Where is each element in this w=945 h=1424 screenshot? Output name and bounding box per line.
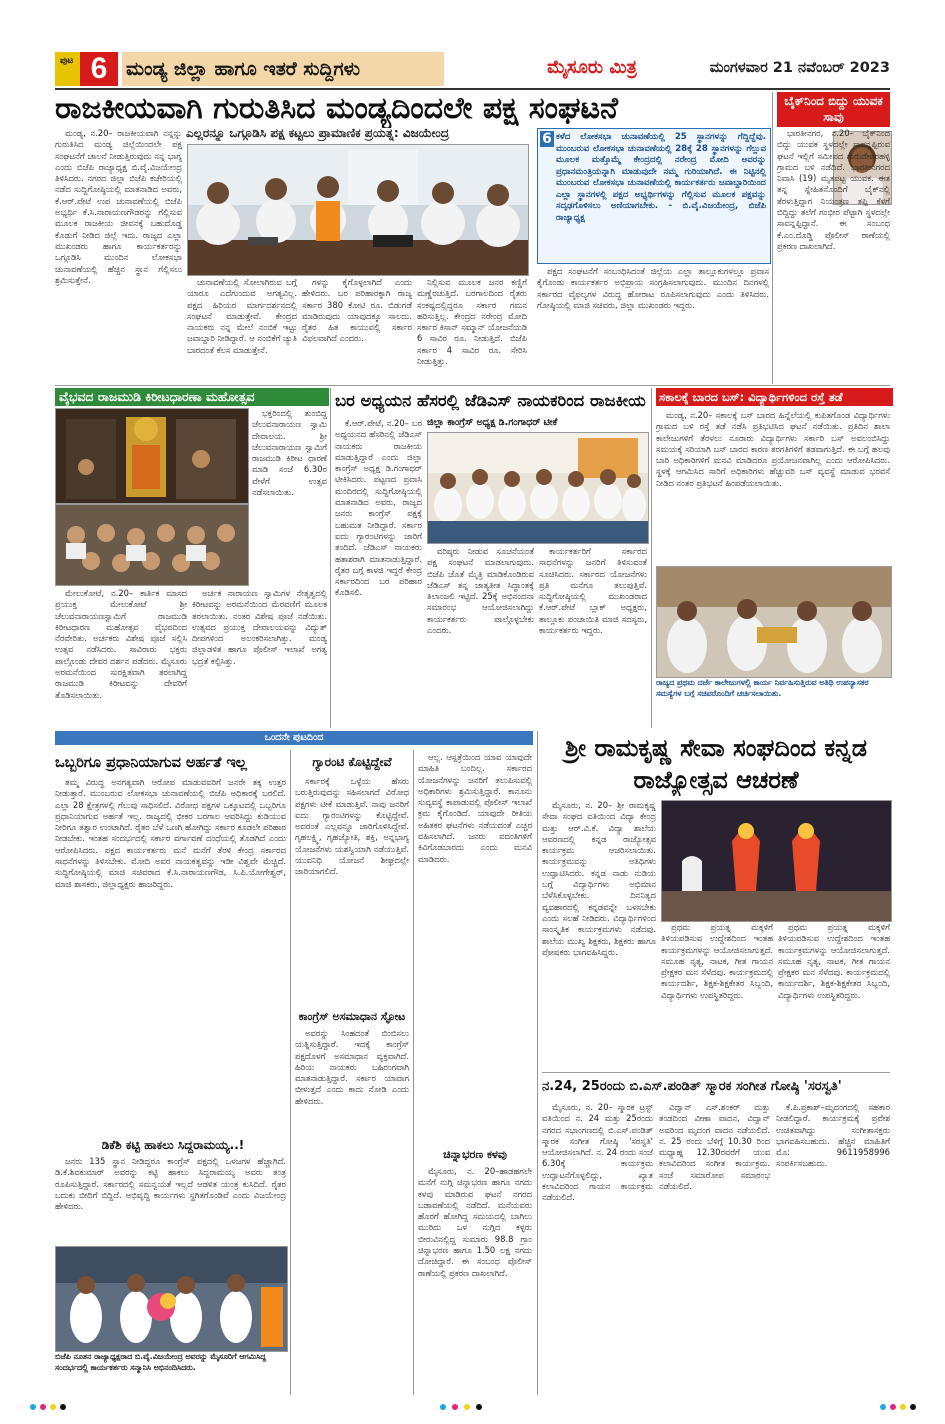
sarasvati-headline: ನ.24, 25ರಂದು ಬಿ.ಎಸ್.ಪಂಡಿತ್ ಸ್ಮಾರಕ ಸಂಗೀತ ಗೋಷ್ಠಿ 'ಸರಸ್ವತಿ' [542, 1079, 842, 1094]
bara-col2: ವರಿಷ್ಠರು ನೀಡುವ ಸೂಚನೆಯಂತೆ ಪಕ್ಷ ಸಂಘಟನೆ ಮಾಡಲಾಗುವುದು. ಬಿಜೆಪಿ ಜೊತೆ ಮೈತ್ರಿ ಮಾಡಿಕೊಂಡಿರುವ ಜೆಡಿಎಸ್ ತನ್ನ ಜಾತ್ಯತೀತ ಸಿದ್ಧಾಂತಕ್ಕೆ ತಿಲಾಂಜಲಿ ಇಟ್ಟಿದೆ. 25ಕ್ಕೆ ಅಭಿನಂದನಾ ಸಮಾರಂಭ ಆಯೋಜಿಸಲಾಗಿದ್ದು ಕಾರ್ಯಕರ್ತರು ಪಾಲ್ಗೊಳ್ಳಬೇಕು ಎಂದರು. [427, 546, 534, 636]
ramakrishna-text: ಮೈಸೂರು, ನ. 20– ಶ್ರೀ ರಾಮಕೃಷ್ಣ ಸೇವಾ ಸಂಘದ ವತಿಯಿಂದ ವಿದ್ಯಾ ಕೇಂದ್ರ ಮತ್ತು ಆರ್.ವಿ.ಕೆ. ವಿದ್ಯಾ ಶಾಲೆಯ ಆವರಣದಲ್ಲಿ ಕನ್ನಡ ರಾಜ್ಯೋತ್ಸವ ಕಾರ್ಯಕ್ರಮ ಆಚರಿಸಲಾಯಿತು. ಕಾರ್ಯಕ್ರಮವನ್ನು ಅತಿಥಿಗಳು ಉದ್ಘಾಟಿಸಿದರು. ಕನ್ನಡ ನಾಡು ನುಡಿಯ ಬಗ್ಗೆ ವಿದ್ಯಾರ್ಥಿಗಳು ಅಭಿಮಾನ ಬೆಳೆಸಿಕೊಳ್ಳಬೇಕು. ದಿನನಿತ್ಯದ ವ್ಯವಹಾರದಲ್ಲಿ ಕನ್ನಡವನ್ನೇ ಬಳಸಬೇಕು ಎಂದು ಸಲಹೆ ನೀಡಿದರು. ವಿದ್ಯಾರ್ಥಿಗಳಿಂದ ಸಾಂಸ್ಕೃತಿಕ ಕಾರ್ಯಕ್ರಮಗಳು ನಡೆದವು. ಶಾಲೆಯ ಮುಖ್ಯ ಶಿಕ್ಷಕರು, ಶಿಕ್ಷಕರು ಹಾಗೂ ಪೋಷಕರು ಭಾಗವಹಿಸಿದ್ದರು. [542, 800, 656, 957]
rajamudi-text-1: ಮೇಲುಕೋಟೆ, ನ.20– ಕಾರ್ತಿಕ ಮಾಸದ ಪ್ರಯುಕ್ತ ಮೇಲುಕೋಟೆ ಶ್ರೀ ಚೆಲುವನಾರಾಯಣಸ್ವಾಮಿಗೆ ರಾಜಮುಡಿ ಕಿರೀಟಧಾರಣ ಮಹೋತ್ಸವ ವೈಭವದಿಂದ ನೆರವೇರಿತು. ಅರ್ಚಕರು ವಿಶೇಷ ಪೂಜೆ ಸಲ್ಲಿಸಿ ಉತ್ಸವ ನಡೆಸಿದರು. ಸಾವಿರಾರು ಭಕ್ತರು ಪಾಲ್ಗೊಂಡು ದೇವರ ದರ್ಶನ ಪಡೆದರು. ಮೈಸೂರು ಅರಮನೆಯಿಂದ ಸುರಕ್ಷಿತವಾಗಿ ತರಲಾಗಿದ್ದ ರಾಜಮುಡಿ ಕಿರೀಟವನ್ನು ದೇವರಿಗೆ ತೊಡಿಸಲಾಯಿತು. [55, 588, 187, 700]
ramakrishna-text-r1: ಪ್ರಥಮ ಪ್ರಯತ್ನ ಮಕ್ಕಳಿಗೆ ತಿಳಿಯಪಡಿಸುವ ಉದ್ದೇಶದಿಂದ ಇಂತಹ ಕಾರ್ಯಕ್ರಮಗಳನ್ನು ಆಯೋಜಿಸಲಾಗುತ್ತದೆ. ಸಮೂಹ ನೃತ್ಯ, ನಾಟಕ, ಗೀತ ಗಾಯನ ಪ್ರೇಕ್ಷಕರ ಮನ ಸೆಳೆದವು. ಕಾರ್ಯಕ್ರಮದಲ್ಲಿ ಕಾರ್ಯದರ್ಶಿ, ಶಿಕ್ಷಕ-ಶಿಕ್ಷಕೇತರ ಸಿಬ್ಬಂದಿ, ವಿದ್ಯಾರ್ಥಿಗಳು ಉಪಸ್ಥಿತರಿದ್ದರು. [661, 922, 773, 1000]
print-dot-cyan-2 [440, 1404, 446, 1410]
rajamudi-text-2: ಅರ್ಚಕ ನಾರಾಯಣ ಸ್ವಾಮಿಗಳ ನೇತೃತ್ವದಲ್ಲಿ ಕಿರೀಟವನ್ನು ಅರಮನೆಯಿಂದ ಮೆರವಣಿಗೆ ಮೂಲಕ ತರಲಾಯಿತು. ನಂತರ ವಿಶೇಷ ಪೂಜೆ ನಡೆಯಿತು. ಉತ್ಸವದ ಪ್ರಯುಕ್ತ ದೇವಾಲಯವನ್ನು ವಿದ್ಯುತ್ ದೀಪಗಳಿಂದ ಅಲಂಕರಿಸಲಾಗಿತ್ತು. ಮಂಡ್ಯ ಜಿಲ್ಲಾಡಳಿತ ಹಾಗೂ ಪೊಲೀಸ್ ಇಲಾಖೆ ಅಗತ್ಯ ಭದ್ರತೆ ಕಲ್ಪಿಸಿತ್ತು. [192, 588, 327, 666]
rajamudi-side-text: ಭಕ್ತರಿಂದಲ್ಲಿ ತುಂಬಿದ್ದ ಚೆಲುವನಾರಾಯಣ ಸ್ವಾಮಿ ದೇವಾಲಯ. ಶ್ರೀ ಚೆಲುವನಾರಾಯಣ ಸ್ವಾಮಿಗೆ ರಾಜಮುಡಿ ಕಿರೀಟ ಧಾರಣೆ ಮಾಡಿ ಸಂಜೆ 6.30ರ ವೇಳೆಗೆ ಉತ್ಸವ ನಡೆಸಲಾಯಿತು. [252, 408, 327, 498]
ramakrishna-photo [661, 800, 892, 922]
col3-text: ಆಲ್ಲ. ಆಸ್ಪತ್ರೆಯಿಂದ ಯಾವ ಯಾವುದೇ ಮಾಹಿತಿ ಬಂದಿಲ್ಲ. ಸರ್ಕಾರದ ಯೋಜನೆಗಳನ್ನು ಜನರಿಗೆ ತಲುಪಿಸುವಲ್ಲಿ ಅಧಿಕಾರಿಗಳು ಶ್ರಮಿಸುತ್ತಿದ್ದಾರೆ. ಕಾನೂನು ಸುವ್ಯವಸ್ಥೆ ಕಾಪಾಡುವಲ್ಲಿ ಪೊಲೀಸ್ ಇಲಾಖೆ ಕ್ರಮ ಕೈಗೊಂಡಿದೆ. ಯಾವುದೇ ರೀತಿಯ ಅಹಿತಕರ ಘಟನೆಗಳು ನಡೆಯದಂತೆ ಎಚ್ಚರ ವಹಿಸಲಾಗಿದೆ. ಜನರು ವದಂತಿಗಳಿಗೆ ಕಿವಿಗೊಡಬಾರದು ಎಂದು ಮನವಿ ಮಾಡಿದರು. [418, 752, 532, 864]
print-dot-yellow-2 [464, 1404, 470, 1410]
rajamudi-headline: ವೈಭವದ ರಾಜಮುಡಿ ಕಿರೀಟಧಾರಣಾ ಮಹೋತ್ಸವ [55, 388, 329, 406]
sarasvati-text-3: ಕೆ.ಪಿ.ಪ್ರಕಾಶ್–ಮೃದಂಗದಲ್ಲಿ ಸಹಕಾರ ನೀಡಲಿದ್ದಾರೆ. ಕಾರ್ಯಕ್ರಮಕ್ಕೆ ಪ್ರವೇಶ ಉಚಿತವಾಗಿದ್ದು ಸಂಗೀತಾಸಕ್ತರು ಭಾಗವಹಿಸಬಹುದು. ಹೆಚ್ಚಿನ ಮಾಹಿತಿಗೆ ಮೊ: 9611958996 ಸಂಪರ್ಕಿಸಬಹುದು. [776, 1102, 890, 1169]
rajamudi-photo-2 [55, 504, 249, 586]
header-date: ಮಂಗಳವಾರ 21 ನವೆಂಬರ್ 2023 [709, 60, 890, 76]
bara-col1: ಕೆ.ಆರ್.ಪೇಟೆ, ನ.20– ಬರ ಅಧ್ಯಯನದ ಹೆಸರಿನಲ್ಲಿ ಜೆಡಿಎಸ್ ನಾಯಕರು ರಾಜಕೀಯ ಮಾಡುತ್ತಿದ್ದಾರೆ ಎಂದು ಜಿಲ್ಲಾ ಕಾಂಗ್ರೆಸ್ ಅಧ್ಯಕ್ಷ ಡಿ.ಗಂಗಾಧರ್ ಟೀಕಿಸಿದರು. ಪಟ್ಟಣದ ಪ್ರವಾಸಿ ಮಂದಿರದಲ್ಲಿ ಸುದ್ದಿಗೋಷ್ಠಿಯಲ್ಲಿ ಮಾತನಾಡಿದ ಅವರು, ರಾಜ್ಯದ ಜನರು ಕಾಂಗ್ರೆಸ್ ಪಕ್ಷಕ್ಕೆ ಬಹುಮತ ನೀಡಿದ್ದಾರೆ. ಸರ್ಕಾರ ಐದು ಗ್ಯಾರಂಟಿಗಳನ್ನು ಜಾರಿಗೆ ತಂದಿದೆ. ಜೆಡಿಎಸ್ ನಾಯಕರು ಹತಾಶರಾಗಿ ಮಾತನಾಡುತ್ತಿದ್ದಾರೆ. ರೈತರ ಬಗ್ಗೆ ಕಾಳಜಿ ಇದ್ದರೆ ಕೇಂದ್ರ ಸರ್ಕಾರದಿಂದ ಬರ ಪರಿಹಾರ ಕೊಡಿಸಲಿ. [335, 418, 422, 598]
col3-text-2: ಮೈಸೂರು, ನ. 20–ಹಾಡಹಗಲೇ ಮನೆಗೆ ನುಗ್ಗಿ ಚಿನ್ನಾಭರಣ ಹಾಗೂ ನಗದು ಕಳವು ಮಾಡಿರುವ ಘಟನೆ ನಗರದ ಬಡಾವಣೆಯಲ್ಲಿ ನಡೆದಿದೆ. ಮನೆಯವರು ಹೊರಗೆ ಹೋಗಿದ್ದ ಸಮಯದಲ್ಲಿ ಬಾಗಿಲು ಮುರಿದು ಒಳ ನುಗ್ಗಿದ ಕಳ್ಳರು ಬೀರುವಿನಲ್ಲಿದ್ದ ಸುಮಾರು 98.8 ಗ್ರಾಂ ಚಿನ್ನಾಭರಣ ಹಾಗೂ 1.50 ಲಕ್ಷ ನಗದು ದೋಚಿದ್ದಾರೆ. ಈ ಸಂಬಂಧ ಪೊಲೀಸ್ ಠಾಣೆಯಲ್ಲಿ ಪ್ರಕರಣ ದಾಖಲಾಗಿದೆ. [418, 1166, 532, 1278]
ramakrishna-headline: ಶ್ರೀ ರಾಮಕೃಷ್ಣ ಸೇವಾ ಸಂಘದಿಂದ ಕನ್ನಡ ರಾಜ್ಯೋತ್ಸವ ಆಚರಣೆ [564, 734, 868, 794]
print-dot-yellow-3 [900, 1404, 906, 1410]
page-number: 6 [80, 52, 118, 86]
lead-col4: ನಿಲ್ಲಿಸುವ ಮೂಲಕ ಜನರ ಕಣ್ಣಿಗೆ ಮಣ್ಣೆರಚುತ್ತಿದೆ. ಬರಗಾಲದಿಂದ ರೈತರು ಸಂಕಷ್ಟದಲ್ಲಿದ್ದರೂ ಸರ್ಕಾರ ಗಮನ ಹರಿಸುತ್ತಿಲ್ಲ. ಕೇಂದ್ರದ ನರೇಂದ್ರ ಮೋದಿ ಸರ್ಕಾರ ಕಿಸಾನ್ ಸಮ್ಮಾನ್ ಯೋಜನೆಯಡಿ 6 ಸಾವಿರ ರೂ. ನೀಡುತ್ತಿದೆ. ಬಿಜೆಪಿ ಸರ್ಕಾರ 4 ಸಾವಿರ ರೂ. ಸೇರಿಸಿ ನೀಡುತ್ತಿತ್ತು. [417, 277, 527, 367]
rajamudi-photo-1 [55, 408, 249, 504]
col3-subhead: ಚಿನ್ನಾಭರಣ ಕಳವು [443, 1148, 507, 1161]
print-dot-black [60, 1404, 66, 1410]
bus-photo [656, 566, 892, 678]
print-dot-magenta [40, 1404, 46, 1410]
bike-text: ಭಾರತೀನಗರ, ನ.20– ಬೈಕ್‌ನಿಂದ ಬಿದ್ದು ಯುವಕ ಸ್ಥಳದಲ್ಲೇ ಸಾವನ್ನಪ್ಪಿರುವ ಘಟನೆ ಇಲ್ಲಿಗೆ ಸಮೀಪದ ಗುರುದೇವರಹಳ್ಳಿ ಗ್ರಾಮದ ಬಳಿ ನಡೆದಿದೆ. ಭಾರತೀನಗರದ ನಿವಾಸಿ (19) ಮೃತಪಟ್ಟ ಯುವಕ. ಈತ ತನ್ನ ಸ್ನೇಹಿತನೊಂದಿಗೆ ಬೈಕ್‌ನಲ್ಲಿ ತೆರಳುತ್ತಿದ್ದಾಗ ನಿಯಂತ್ರಣ ತಪ್ಪಿ ಕೆಳಗೆ ಬಿದ್ದಿದ್ದು ತಲೆಗೆ ಗಂಭೀರ ಪೆಟ್ಟಾಗಿ ಸ್ಥಳದಲ್ಲೇ ಸಾವನ್ನಪ್ಪಿದ್ದಾನೆ. ಈ ಸಂಬಂಧ ಕೆ.ಎಂ.ದೊಡ್ಡಿ ಪೊಲೀಸ್ ಠಾಣೆಯಲ್ಲಿ ಪ್ರಕರಣ ದಾಖಲಾಗಿದೆ. [777, 128, 890, 251]
sarasvati-text-2: ವಿದ್ವಾನ್ ಎಸ್.ಶಂಕರ್ ಮತ್ತು ತಂಡದಿಂದ ವೀಣಾ ವಾದನ, ವಿದ್ವಾನ್ ಅವರಿಂದ ಮೃದಂಗ ವಾದನ ನಡೆಯಲಿದೆ. ನ. 25 ರಂದು ಬೆಳಿಗ್ಗೆ 10.30 ರಿಂದ ಮಧ್ಯಾಹ್ನ 12.30ರವರೆಗೆ ಯುವ ಕಲಾವಿದರಿಂದ ಸಂಗೀತ ಕಾರ್ಯಕ್ರಮ. ಸಂಜೆ ಸಮಾರೋಪ ಸಮಾರಂಭ ನಡೆಯಲಿದೆ. [659, 1102, 770, 1192]
print-dot-yellow [50, 1404, 56, 1410]
lead-photo [187, 144, 529, 276]
bus-text: ಮಂಡ್ಯ, ನ.20– ಸಕಾಲಕ್ಕೆ ಬಸ್ ಬಾರದ ಹಿನ್ನೆಲೆಯಲ್ಲಿ ಕುಪಿತಗೊಂಡ ವಿದ್ಯಾರ್ಥಿಗಳು ಗ್ರಾಮದ ಬಳಿ ರಸ್ತೆ ತಡೆ ನಡೆಸಿ ಪ್ರತಿಭಟಿಸಿದ ಘಟನೆ ನಡೆಯಿತು. ಪ್ರತಿದಿನ ಶಾಲಾ ಕಾಲೇಜುಗಳಿಗೆ ತೆರಳಲು ನೂರಾರು ವಿದ್ಯಾರ್ಥಿಗಳು ಸರ್ಕಾರಿ ಬಸ್ ಅವಲಂಬಿಸಿದ್ದು ಸಮಯಕ್ಕೆ ಸರಿಯಾಗಿ ಬಸ್ ಬಾರದ ಕಾರಣ ತರಗತಿಗಳಿಗೆ ತಡವಾಗುತ್ತಿದೆ. ಈ ಬಗ್ಗೆ ಹಲವು ಬಾರಿ ಅಧಿಕಾರಿಗಳಿಗೆ ಮನವಿ ಮಾಡಿದರೂ ಪ್ರಯೋಜನವಾಗಿಲ್ಲ ಎಂದು ಆರೋಪಿಸಿದರು. ಸ್ಥಳಕ್ಕೆ ಆಗಮಿಸಿದ ಸಾರಿಗೆ ಅಧಿಕಾರಿಗಳು ಹೆಚ್ಚುವರಿ ಬಸ್ ವ್ಯವಸ್ಥೆ ಮಾಡುವ ಭರವಸೆ ನೀಡಿದ ನಂತರ ಪ್ರತಿಭಟನೆ ಹಿಂಪಡೆಯಲಾಯಿತು. [656, 410, 890, 488]
bara-headline: ಬರ ಅಧ್ಯಯನ ಹೆಸರಲ್ಲಿ ಜೆಡಿಎಸ್ ನಾಯಕರಿಂದ ರಾಜಕೀಯ [335, 391, 646, 410]
bus-headline: ಸಕಾಲಕ್ಕೆ ಬಾರದ ಬಸ್: ವಿದ್ಯಾರ್ಥಿಗಳಿಂದ ರಸ್ತೆ ತಡೆ [656, 388, 893, 406]
guarantee-headline: ಗ್ಯಾರಂಟಿ ಕೊಟ್ಟಿದ್ದೇವೆ [312, 755, 392, 769]
quote-text: ಕಳೆದ ಲೋಕಸಭಾ ಚುನಾವಣೆಯಲ್ಲಿ 25 ಸ್ಥಾನಗಳನ್ನು ಗೆದ್ದಿದ್ದೆವು. ಮುಂಬರುವ ಲೋಕಸಭಾ ಚುನಾವಣೆಯಲ್ಲಿ 28ಕ್ಕೆ 28 ಸ್ಥಾನಗಳನ್ನು ಗೆಲ್ಲುವ ಮೂಲಕ ಮತ್ತೊಮ್ಮೆ ಕೇಂದ್ರದಲ್ಲಿ ನರೇಂದ್ರ ಮೋದಿ ಅವರನ್ನು ಪ್ರಧಾನಮಂತ್ರಿಯನ್ನಾಗಿ ಮಾಡುವುದೇ ನಮ್ಮ ಗುರಿಯಾಗಿದೆ. ಈ ನಿಟ್ಟಿನಲ್ಲಿ ಮುಂಬರುವ ಲೋಕಸಭಾ ಚುನಾವಣೆಯಲ್ಲಿ ಕಾರ್ಯಕರ್ತರು ಜವಾಬ್ದಾರಿಯಿಂದ ಎಲ್ಲಾ ಸ್ಥಾನಗಳಲ್ಲಿ ಪಕ್ಷದ ಅಭ್ಯರ್ಥಿಗಳನ್ನು ಗೆಲ್ಲಿಸುವ ಮೂಲಕ ಪಕ್ಷವನ್ನು ಸದೃಢಗೊಳಿಸಲು ಅಣಿಯಾಗಬೇಕು. - ಬಿ.ವೈ.ವಿಜಯೇಂದ್ರ, ಬಿಜೆಪಿ ರಾಜ್ಯಾಧ್ಯಕ್ಷ [556, 132, 766, 223]
bara-subhead: ಜಿಲ್ಲಾ ಕಾಂಗ್ರೆಸ್ ಅಧ್ಯಕ್ಷ ಡಿ.ಗಂಗಾಧರ್ ಟೀಕೆ [427, 417, 558, 428]
print-dot-cyan [30, 1404, 36, 1410]
lead-col1: ಮಂಡ್ಯ, ನ.20– ರಾಜಕೀಯವಾಗಿ ನನ್ನನ್ನು ಗುರುತಿಸಿದ ಮಂಡ್ಯ ಜಿಲ್ಲೆಯಿಂದಲೇ ಪಕ್ಷ ಸಂಘಟನೆಗೆ ಚಾಲನೆ ನೀಡುತ್ತಿರುವುದು ನನ್ನ ಭಾಗ್ಯ ಎಂದು ಬಿಜೆಪಿ ರಾಜ್ಯಾಧ್ಯಕ್ಷ ಬಿ.ವೈ.ವಿಜಯೇಂದ್ರ ತಿಳಿಸಿದರು. ನಗರದ ಜಿಲ್ಲಾ ಬಿಜೆಪಿ ಕಚೇರಿಯಲ್ಲಿ ನಡೆದ ಸುದ್ದಿಗೋಷ್ಠಿಯಲ್ಲಿ ಮಾತನಾಡಿದ ಅವರು, ಕೆ.ಆರ್.ಪೇಟೆ ಉಪ ಚುನಾವಣೆಯಲ್ಲಿ ಬಿಜೆಪಿ ಅಭ್ಯರ್ಥಿ ಕೆ.ಸಿ.ನಾರಾಯಣಗೌಡರನ್ನು ಗೆಲ್ಲಿಸುವ ಮೂಲಕ ರಾಜಕೀಯ ಜೀವನಕ್ಕೆ ಬಹುದೊಡ್ಡ ಕೊಡುಗೆ ನೀಡಿದ ಜಿಲ್ಲೆ ಇದು. ರಾಜ್ಯದ ಎಲ್ಲಾ ಮುಖಂಡರು ಹಾಗೂ ಕಾರ್ಯಕರ್ತರನ್ನು ಒಗ್ಗೂಡಿಸಿ ಮುಂದಿನ ಲೋಕಸಭಾ ಚುನಾವಣೆಯಲ್ಲಿ ಹೆಚ್ಚಿನ ಸ್ಥಾನ ಗೆಲ್ಲಿಸಲು ಶ್ರಮಿಸುತ್ತೇನೆ. [55, 128, 182, 285]
obbarigu-subhead: ಡಿಕೆಶಿ ಕಟ್ಟಿ ಹಾಕಲು ಸಿದ್ದರಾಮಯ್ಯ..! [101, 1138, 245, 1152]
bara-col3: ಕಾರ್ಯಕರ್ತರಿಗೆ ಸರ್ಕಾರದ ಸಾಧನೆಗಳನ್ನು ಜನರಿಗೆ ತಿಳಿಸುವಂತೆ ಸೂಚಿಸಿದರು. ಸರ್ಕಾರದ ಯೋಜನೆಗಳು ಪ್ರತಿ ಮನೆಗೂ ತಲುಪುತ್ತಿವೆ. ಸುದ್ದಿಗೋಷ್ಠಿಯಲ್ಲಿ ಮುಖಂಡರಾದ ಕೆ.ಆರ್.ಪೇಟೆ ಬ್ಲಾಕ್ ಅಧ್ಯಕ್ಷರು, ತಾಲ್ಲೂಕು ಪಂಚಾಯಿತಿ ಮಾಜಿ ಸದಸ್ಯರು, ಕಾರ್ಯಕರ್ತರು ಇದ್ದರು. [539, 546, 647, 636]
lead-col5: ಪಕ್ಷದ ಸಂಘಟನೆಗೆ ಸಂಬಂಧಿಸಿದಂತೆ ಜಿಲ್ಲೆಯ ಎಲ್ಲಾ ತಾಲ್ಲೂಕುಗಳಲ್ಲೂ ಪ್ರವಾಸ ಕೈಗೊಂಡು ಕಾರ್ಯಕರ್ತರ ಅಭಿಪ್ರಾಯ ಸಂಗ್ರಹಿಸಲಾಗುವುದು. ಮುಂದಿನ ದಿನಗಳಲ್ಲಿ ಸರ್ಕಾರದ ವೈಫಲ್ಯಗಳ ವಿರುದ್ಧ ಹೋರಾಟ ರೂಪಿಸಲಾಗುವುದು ಎಂದು ತಿಳಿಸಿದರು. ಗೋಷ್ಠಿಯಲ್ಲಿ ಮಾಜಿ ಸಚಿವರು, ಜಿಲ್ಲಾ ಮುಖಂಡರು ಇದ್ದರು. [537, 266, 769, 310]
page-word: ಪುಟ [60, 56, 74, 66]
guarantee-text-2: ಅವರನ್ನು ಸಿಂಹದಂತೆ ಬಿಂಬಿಸಲು ಯತ್ನಿಸುತ್ತಿದ್ದಾರೆ. ಇದಕ್ಕೆ ಕಾಂಗ್ರೆಸ್ ಪಕ್ಷದೊಳಗೆ ಅಸಮಾಧಾನ ವ್ಯಕ್ತವಾಗಿದೆ. ಹಿರಿಯ ನಾಯಕರು ಬಹಿರಂಗವಾಗಿ ಮಾತನಾಡುತ್ತಿದ್ದಾರೆ. ಸರ್ಕಾರ ಯಾವಾಗ ಬೀಳುತ್ತದೆ ಎಂದು ಕಾದು ನೋಡಿ ಎಂದು ಹೇಳಿದರು. [295, 1028, 409, 1106]
guarantee-text: ಸರ್ಕಾರಕ್ಕೆ ಒಳ್ಳೆಯ ಹೆಸರು ಬರುತ್ತಿರುವುದನ್ನು ಸಹಿಸಲಾಗದೆ ವಿರೋಧ ಪಕ್ಷಗಳು ಟೀಕೆ ಮಾಡುತ್ತಿವೆ. ನಾವು ಜನರಿಗೆ ಐದು ಗ್ಯಾರಂಟಿಗಳನ್ನು ಕೊಟ್ಟಿದ್ದೇವೆ. ಅದರಂತೆ ಎಲ್ಲವನ್ನೂ ಜಾರಿಗೊಳಿಸಿದ್ದೇವೆ. ಗೃಹಲಕ್ಷ್ಮಿ, ಗೃಹಜ್ಯೋತಿ, ಶಕ್ತಿ, ಅನ್ನಭಾಗ್ಯ ಯೋಜನೆಗಳು ಯಶಸ್ವಿಯಾಗಿ ನಡೆಯುತ್ತಿವೆ. ಯುವನಿಧಿ ಯೋಜನೆ ಶೀಘ್ರದಲ್ಲೇ ಜಾರಿಯಾಗಲಿದೆ. [295, 776, 409, 877]
print-dot-black-3 [910, 1404, 916, 1410]
print-dot-black-2 [476, 1404, 482, 1410]
section-title: ಮಂಡ್ಯ ಜಿಲ್ಲಾ ಹಾಗೂ ಇತರೆ ಸುದ್ದಿಗಳು [122, 52, 444, 86]
lead-col2: ಚುನಾವಣೆಯಲ್ಲಿ ಸೋಲಾಗಿರುವ ಬಗ್ಗೆ ಯಾರೂ ಎದೆಗುಂದುವ ಅಗತ್ಯವಿಲ್ಲ. ಪಕ್ಷದ ಹಿರಿಯರ ಮಾರ್ಗದರ್ಶನದಲ್ಲಿ ಸಂಘಟನೆ ಮಾಡುತ್ತೇವೆ. ಕೇಂದ್ರದ ನಾಯಕರು ನನ್ನ ಮೇಲೆ ನಂಬಿಕೆ ಇಟ್ಟು ಜವಾಬ್ದಾರಿ ನೀಡಿದ್ದಾರೆ. ಆ ನಂಬಿಕೆಗೆ ಚ್ಯುತಿ ಬಾರದಂತೆ ಕೆಲಸ ಮಾಡುತ್ತೇನೆ. [187, 277, 297, 355]
quote-mark: 6 [540, 131, 554, 147]
ramakrishna-text-r2: ಪ್ರಥಮ ಪ್ರಯತ್ನ ಮಕ್ಕಳಿಗೆ ತಿಳಿಯಪಡಿಸುವ ಉದ್ದೇಶದಿಂದ ಇಂತಹ ಕಾರ್ಯಕ್ರಮಗಳನ್ನು ಆಯೋಜಿಸಲಾಗುತ್ತದೆ. ಸಮೂಹ ನೃತ್ಯ, ನಾಟಕ, ಗೀತ ಗಾಯನ ಪ್ರೇಕ್ಷಕರ ಮನ ಸೆಳೆದವು. ಕಾರ್ಯಕ್ರಮದಲ್ಲಿ ಕಾರ್ಯದರ್ಶಿ, ಶಿಕ್ಷಕ-ಶಿಕ್ಷಕೇತರ ಸಿಬ್ಬಂದಿ, ವಿದ್ಯಾರ್ಥಿಗಳು ಉಪಸ್ಥಿತರಿದ್ದರು. [778, 922, 890, 1000]
print-dot-magenta-2 [452, 1404, 458, 1410]
quote-box [537, 128, 771, 264]
bike-headline: ಬೈಕ್‌ನಿಂದ ಬಿದ್ದು ಯುವಕ ಸಾವು [777, 92, 890, 127]
print-dot-cyan-3 [880, 1404, 886, 1410]
guarantee-subhead: ಕಾಂಗ್ರೆಸ್ ಅಸಮಾಧಾನ ಸ್ಫೋಟ [298, 1010, 406, 1023]
lead-headline: ರಾಜಕೀಯವಾಗಿ ಗುರುತಿಸಿದ ಮಂಡ್ಯದಿಂದಲೇ ಪಕ್ಷ ಸಂಘಟನೆ [55, 91, 618, 126]
obbarigu-text-2: ಜನರು 135 ಸ್ಥಾನ ನೀಡಿದ್ದರೂ ಕಾಂಗ್ರೆಸ್ ಪಕ್ಷದಲ್ಲಿ ಒಳಜಗಳ ಹೆಚ್ಚಾಗಿದೆ. ಡಿ.ಕೆ.ಶಿವಕುಮಾರ್ ಅವರನ್ನು ಕಟ್ಟಿ ಹಾಕಲು ಸಿದ್ದರಾಮಯ್ಯ ಅವರು ತಂತ್ರ ರೂಪಿಸುತ್ತಿದ್ದಾರೆ. ಸರ್ಕಾರದಲ್ಲಿ ಸಮನ್ವಯತೆ ಇಲ್ಲದೆ ಆಡಳಿತ ಯಂತ್ರ ಕುಸಿದಿದೆ. ರೈತರ ಬದುಕು ಬೀದಿಗೆ ಬಿದ್ದಿದೆ. ಅಭಿವೃದ್ಧಿ ಕಾರ್ಯಗಳು ಸ್ಥಗಿತಗೊಂಡಿವೆ ಎಂದು ವಿಜಯೇಂದ್ರ ಹೇಳಿದರು. [55, 1156, 286, 1212]
bara-photo [427, 432, 649, 544]
lead-subhead: ಎಲ್ಲರನ್ನೂ ಒಗ್ಗೂಡಿಸಿ ಪಕ್ಷ ಕಟ್ಟಲು ಪ್ರಾಮಾಣಿಕ ಪ್ರಯತ್ನ: ವಿಜಯೇಂದ್ರ [186, 126, 450, 140]
obbarigu-text: ತಮ್ಮ ವಿರುದ್ಧ ಅನಗತ್ಯವಾಗಿ ಆರೋಪ ಮಾಡುವವರಿಗೆ ಜನರೇ ತಕ್ಕ ಉತ್ತರ ನೀಡುತ್ತಾರೆ. ಮುಂಬರುವ ಲೋಕಸಭಾ ಚುನಾವಣೆಯಲ್ಲಿ ಬಿಜೆಪಿ ಅಧಿಕಾರಕ್ಕೆ ಬರಲಿದೆ. ಎಲ್ಲಾ 28 ಕ್ಷೇತ್ರಗಳಲ್ಲಿ ಗೆಲುವು ಸಾಧಿಸಲಿದೆ. ವಿರೋಧ ಪಕ್ಷಗಳ ಒಕ್ಕೂಟದಲ್ಲಿ ಒಬ್ಬರಿಗೂ ಪ್ರಧಾನಿಯಾಗುವ ಅರ್ಹತೆ ಇಲ್ಲ. ರಾಜ್ಯದಲ್ಲಿ ಭೀಕರ ಬರಗಾಲ ಆವರಿಸಿದ್ದು ಕುಡಿಯುವ ನೀರಿಗೂ ತತ್ವಾರ ಉಂಟಾಗಿದೆ. ರೈತರ ಬೆಳೆ ಒಣಗಿ ಹೋಗಿದ್ದು ಸರ್ಕಾರ ಕೂಡಲೇ ಪರಿಹಾರ ನೀಡಬೇಕು. ಇಂತಹ ಸಂದರ್ಭದಲ್ಲಿ ಸರ್ಕಾರ ವರ್ಗಾವಣೆ ದಂಧೆಯಲ್ಲಿ ತೊಡಗಿದೆ ಎಂದು ಆರೋಪಿಸಿದರು. ಪಕ್ಷದ ಕಾರ್ಯಕರ್ತರು ಮನೆ ಮನೆಗೆ ತೆರಳಿ ಕೇಂದ್ರ ಸರ್ಕಾರದ ಸಾಧನೆಗಳನ್ನು ತಿಳಿಸಬೇಕು. ಮೋದಿ ಅವರ ನಾಯಕತ್ವವನ್ನು ಇಡೀ ವಿಶ್ವವೇ ಮೆಚ್ಚಿದೆ. ಸುದ್ದಿಗೋಷ್ಠಿಯಲ್ಲಿ ಮಾಜಿ ಸಚಿವರಾದ ಕೆ.ಸಿ.ನಾರಾಯಣಗೌಡ, ಸಿ.ಪಿ.ಯೋಗೇಶ್ವರ್, ಮಾಜಿ ಶಾಸಕರು, ಜಿಲ್ಲಾಧ್ಯಕ್ಷರು ಹಾಜರಿದ್ದರು. [55, 777, 286, 889]
obbarigu-photo [55, 1246, 288, 1352]
obbarigu-caption: ಬಿಜೆಪಿ ನೂತನ ರಾಜ್ಯಾಧ್ಯಕ್ಷರಾದ ಬಿ.ವೈ.ವಿಜಯೇಂದ್ರ ಅವರನ್ನು ಮೈಸೂರಿಗೆ ಆಗಮಿಸಿದ್ದ ಸಂದರ್ಭದಲ್ಲಿ ಕಾರ್ಯಕರ್ತರು ಸನ್ಮಾನಿಸಿ ಅಭಿನಂದಿಸಿದರು. [55, 1352, 266, 1372]
sarasvati-text: ಮೈಸೂರು, ನ. 20– ಸ್ಮಾರಕ ಟ್ರಸ್ಟ್ ವತಿಯಿಂದ ನ. 24 ಮತ್ತು 25ರಂದು ನಗರದ ಸಭಾಂಗಣದಲ್ಲಿ ಬಿ.ಎಸ್.ಪಂಡಿತ್ ಸ್ಮಾರಕ ಸಂಗೀತ ಗೋಷ್ಠಿ 'ಸರಸ್ವತಿ' ಆಯೋಜಿಸಲಾಗಿದೆ. ನ. 24 ರಂದು ಸಂಜೆ 6.30ಕ್ಕೆ ಕಾರ್ಯಕ್ರಮ ಉದ್ಘಾಟನೆಗೊಳ್ಳಲಿದ್ದು, ಖ್ಯಾತ ಕಲಾವಿದರಿಂದ ಗಾಯನ ಕಾರ್ಯಕ್ರಮ ನಡೆಯಲಿದೆ. [542, 1102, 653, 1203]
print-dot-magenta-3 [890, 1404, 896, 1410]
lead-col3: ಗಳನ್ನು ಕೈಗೊಳ್ಳಲಾಗಿದೆ ಎಂದು ಹೇಳಿದರು. ಬರ ಪರಿಹಾರಕ್ಕಾಗಿ ರಾಜ್ಯ ಸರ್ಕಾರ 380 ಕೋಟಿ ರೂ. ಬಿಡುಗಡೆ ಮಾಡಿರುವುದು ಯಾವುದಕ್ಕೂ ಸಾಲದು. ರೈತರ ಹಿತ ಕಾಯುವಲ್ಲಿ ಸರ್ಕಾರ ವಿಫಲವಾಗಿದೆ ಎಂದರು. [302, 277, 412, 344]
section-bar: ಒಂದನೇ ಪುಟದಿಂದ [55, 731, 533, 745]
obbarigu-headline: ಒಬ್ಬರಿಗೂ ಪ್ರಧಾನಿಯಾಗುವ ಅರ್ಹತೆ ಇಲ್ಲ [55, 755, 247, 771]
bus-caption: ರಾಜ್ಯದ ಪ್ರಥಮ ದರ್ಜೆ ಕಾಲೇಜುಗಳಲ್ಲಿ ಕಾರ್ಯ ನಿರ್ವಹಿಸುತ್ತಿರುವ ಅತಿಥಿ ಉಪನ್ಯಾಸಕರ ಸಮಸ್ಯೆಗಳ ಬಗ್ಗೆ ಸಚಿವರೊಂದಿಗೆ ಚರ್ಚಿಸಲಾಯಿತು. [656, 678, 869, 698]
masthead: ಮೈಸೂರು ಮಿತ್ರ [547, 57, 637, 78]
